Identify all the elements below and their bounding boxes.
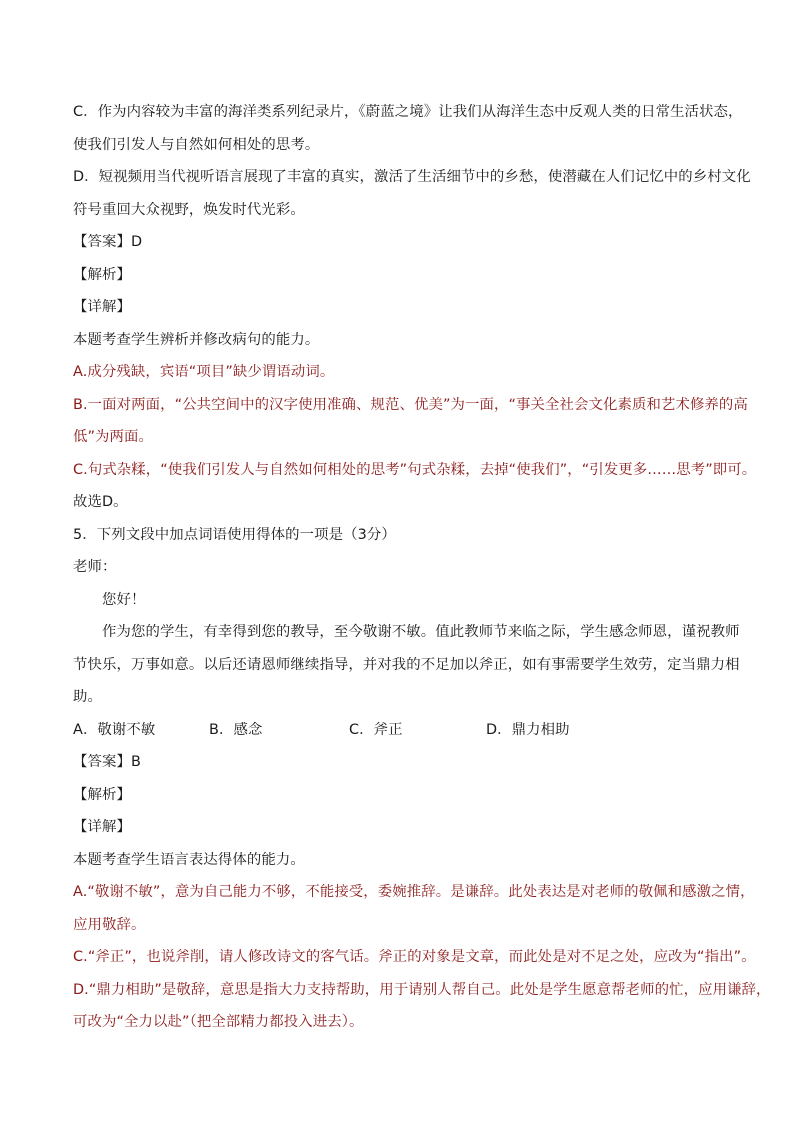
q4-option-c-line2: 使我们引发人与自然如何相处的思考。	[73, 136, 320, 153]
q4-option-c-line1: C．作为内容较为丰富的海洋类系列纪录片，《蔚蓝之境》让我们从海洋生态中反观人类的日常生活状态，	[73, 104, 743, 120]
q5-paragraph-line2: 节快乐，万事如意。以后还请恩师继续指导，并对我的不足加以斧正，如有事需要学生效劳，定当鼎力相	[73, 656, 740, 673]
q4-conclusion: 故选D。	[73, 494, 128, 510]
q4-analysis-heading: 【解析】	[73, 266, 131, 283]
q5-option-a: A．敬谢不敏	[73, 721, 156, 738]
q5-intro: 本题考查学生语言表达得体的能力。	[73, 851, 305, 868]
q4-option-d-line2: 符号重回大众视野，焕发时代光彩。	[73, 201, 305, 218]
q5-explain-d-line1: D.“鼎力相助”是敬辞，意思是指大力支持帮助，用于请别人帮自己。此处是学生愿意帮老师的忙，应用谦辞，	[73, 981, 771, 998]
q5-explain-d-line2: 可改为“全力以赴”（把全部精力都投入进去）。	[73, 1014, 364, 1030]
q5-option-d: D．鼎力相助	[486, 721, 570, 738]
document-page	[73, 96, 771, 1039]
q5-answer: 【答案】B	[73, 754, 141, 770]
q4-explain-c: C.句式杂糅，“使我们引发人与自然如何相处的思考”句式杂糅，去掉“使我们”，“引发更多……思考”即可。	[73, 461, 757, 478]
q4-intro: 本题考查学生辨析并修改病句的能力。	[73, 331, 320, 348]
q5-option-b: B．感念	[209, 721, 263, 738]
q5-explain-c: C.“斧正”，也说斧削，请人修改诗文的客气话。斧正的对象是文章，而此处是对不足之处，应改为“指出”。	[73, 949, 756, 965]
q5-analysis-heading: 【解析】	[73, 786, 131, 803]
q5-explain-a-line2: 应用敬辞。	[73, 916, 146, 933]
q5-stem: 5．下列文段中加点词语使用得体的一项是（3分）	[73, 526, 396, 543]
q4-explain-a: A.成分残缺，宾语“项目”缺少谓语动词。	[73, 364, 335, 380]
q5-salutation: 老师：	[73, 559, 117, 575]
q5-options	[73, 714, 733, 747]
q4-explain-b-line2: 低”为两面。	[73, 429, 154, 445]
q4-option-d-line1: D．短视频用当代视听语言展现了丰富的真实，激活了生活细节中的乡愁，使潜藏在人们记忆中的乡村文化	[73, 169, 751, 185]
q5-greeting: 您好！	[102, 591, 146, 608]
q5-paragraph-line1: 作为您的学生，有幸得到您的教导，至今敬谢不敏。值此教师节来临之际，学生感念师恩，谨祝教师	[102, 624, 740, 640]
q4-detail-heading: 【详解】	[73, 299, 131, 315]
q5-paragraph-line3: 助。	[73, 689, 102, 705]
q5-explain-a-line1: A.“敬谢不敏”，意为自己能力不够，不能接受，委婉推辞。是谦辞。此处表达是对老师的敬佩和感激之情，	[73, 884, 755, 900]
q4-explain-b-line1: B.一面对两面，“公共空间中的汉字使用准确、规范、优美”为一面，“事关全社会文化素质和艺术修养的高	[73, 396, 748, 413]
q5-option-c: C．斧正	[349, 721, 403, 738]
q4-answer: 【答案】D	[73, 234, 143, 250]
q5-detail-heading: 【详解】	[73, 819, 131, 835]
